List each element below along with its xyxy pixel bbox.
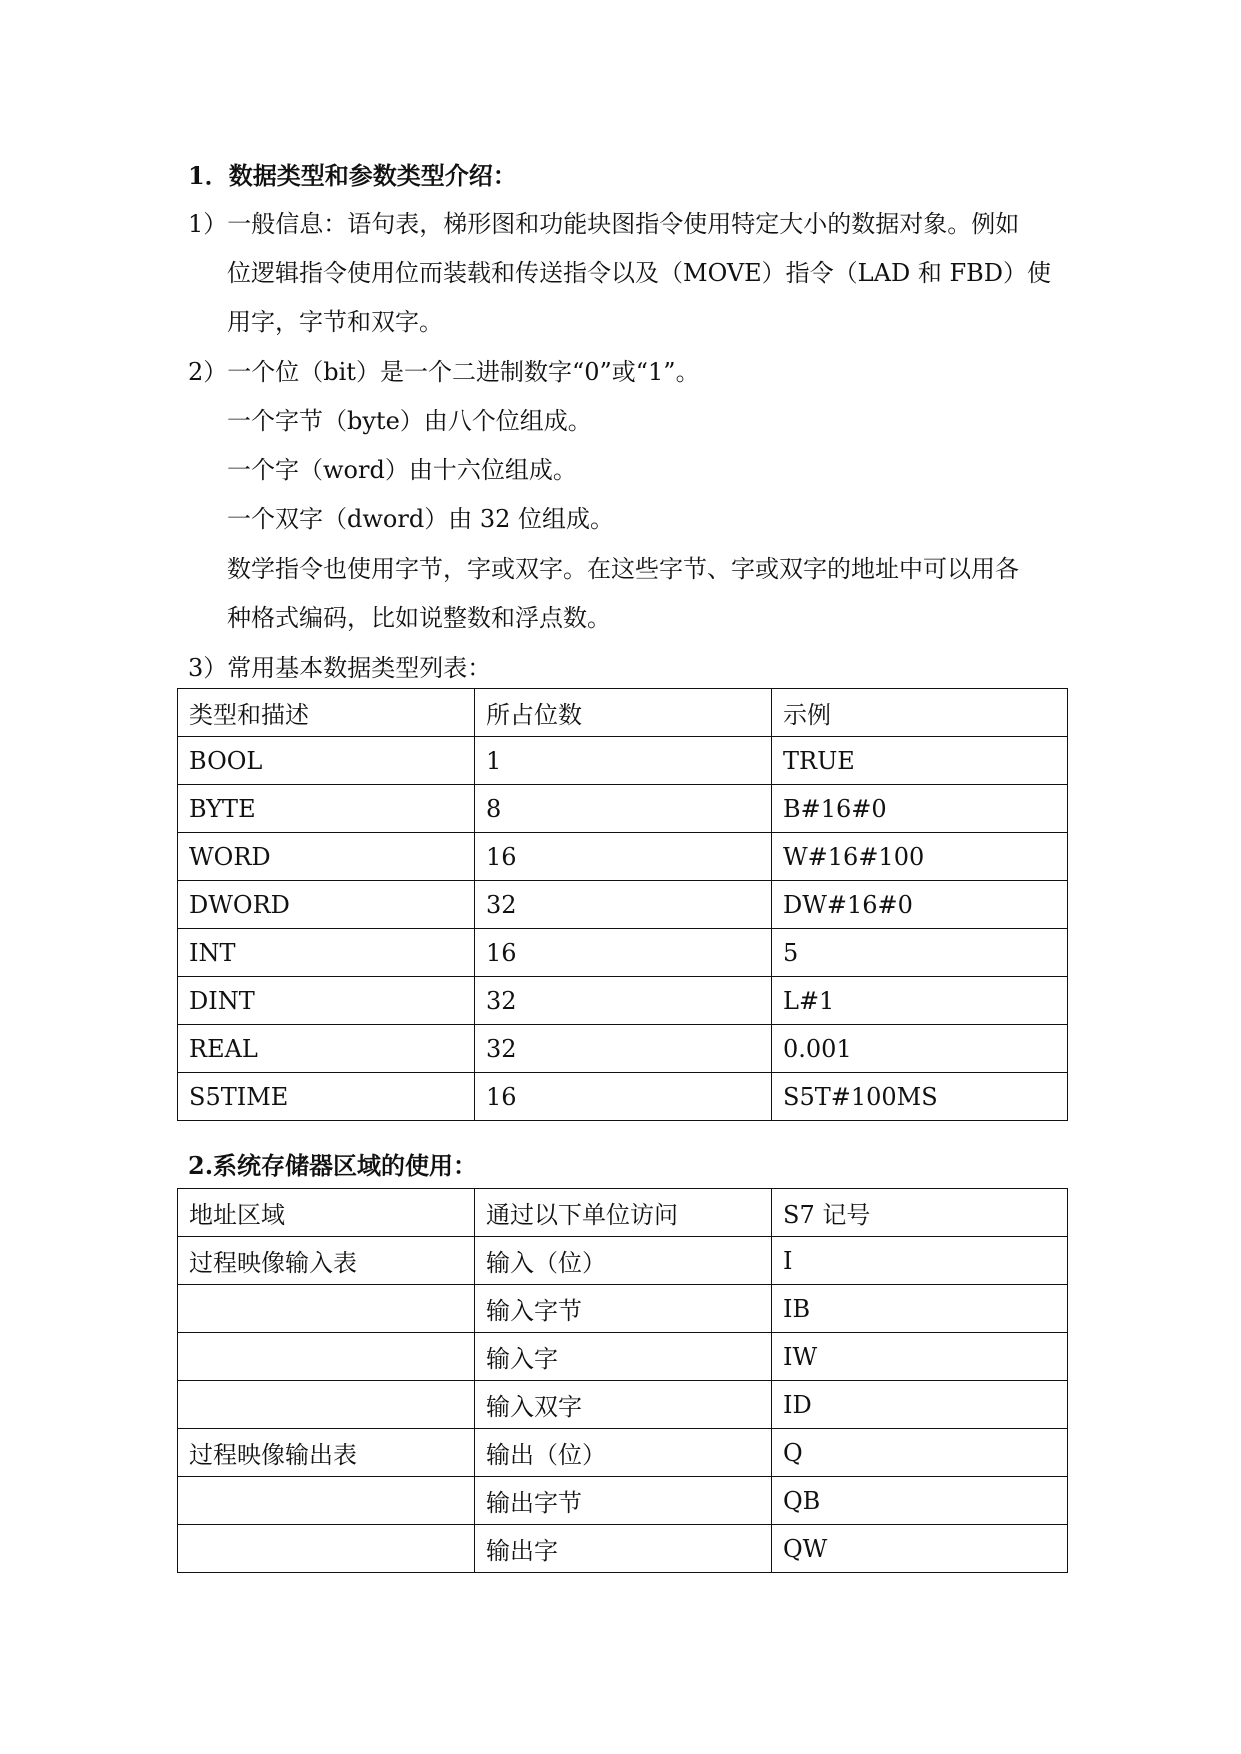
- table-cell: DINT: [178, 977, 475, 1025]
- item-2-line-1: 2）一个位（bit）是一个二进制数字“0”或“1”。: [188, 358, 700, 386]
- table-cell: 输入字: [475, 1333, 772, 1381]
- table-cell: 输出（位）: [475, 1429, 772, 1477]
- table-cell: B#16#0: [772, 785, 1068, 833]
- table-cell: [178, 1477, 475, 1525]
- table-cell: W#16#100: [772, 833, 1068, 881]
- table-cell: 16: [475, 929, 772, 977]
- table-cell: BYTE: [178, 785, 475, 833]
- table-header-row: [178, 1189, 1068, 1237]
- table-cell: TRUE: [772, 737, 1068, 785]
- table-cell: QW: [772, 1525, 1068, 1573]
- table-row: [178, 1073, 1068, 1121]
- table-cell: WORD: [178, 833, 475, 881]
- table-cell: [178, 1285, 475, 1333]
- table-cell: I: [772, 1237, 1068, 1285]
- table-cell: 32: [475, 881, 772, 929]
- table-cell: [178, 1525, 475, 1573]
- item-3-line: 3）常用基本数据类型列表：: [188, 654, 492, 682]
- table-header-row: [178, 689, 1068, 737]
- table-cell: 16: [475, 833, 772, 881]
- table-row: [178, 1333, 1068, 1381]
- header-cell: 示例: [772, 689, 1068, 737]
- item-2-line-6: 种格式编码，比如说整数和浮点数。: [227, 604, 611, 632]
- table-cell: 输出字节: [475, 1477, 772, 1525]
- section-2-heading: 2.系统存储器区域的使用：: [188, 1151, 478, 1180]
- table-row: [178, 1237, 1068, 1285]
- table-cell: BOOL: [178, 737, 475, 785]
- table-cell: [178, 1381, 475, 1429]
- table-cell: 输入（位）: [475, 1237, 772, 1285]
- table-cell: DW#16#0: [772, 881, 1068, 929]
- header-cell: S7 记号: [772, 1189, 1068, 1237]
- header-cell: 所占位数: [475, 689, 772, 737]
- item-2-line-3: 一个字（word）由十六位组成。: [227, 456, 577, 484]
- table-cell: 输入双字: [475, 1381, 772, 1429]
- item-1-line-2: 位逻辑指令使用位而装载和传送指令以及（MOVE）指令（LAD 和 FBD）使: [227, 259, 1051, 287]
- table-row: [178, 1429, 1068, 1477]
- table-row: [178, 1477, 1068, 1525]
- item-2-line-5: 数学指令也使用字节，字或双字。在这些字节、字或双字的地址中可以用各: [227, 555, 1019, 583]
- table-cell: IB: [772, 1285, 1068, 1333]
- table-row: [178, 1525, 1068, 1573]
- item-2-line-4: 一个双字（dword）由 32 位组成。: [227, 505, 614, 533]
- table-row: [178, 977, 1068, 1025]
- table-cell: 过程映像输入表: [178, 1237, 475, 1285]
- item-1-line-3: 用字，字节和双字。: [227, 308, 443, 336]
- table-cell: ID: [772, 1381, 1068, 1429]
- table-cell: 输出字: [475, 1525, 772, 1573]
- table-row: [178, 1025, 1068, 1073]
- table-cell: IW: [772, 1333, 1068, 1381]
- table-cell: 1: [475, 737, 772, 785]
- table-cell: Q: [772, 1429, 1068, 1477]
- table-cell: 过程映像输出表: [178, 1429, 475, 1477]
- item-2-line-2: 一个字节（byte）由八个位组成。: [227, 407, 592, 435]
- header-cell: 地址区域: [178, 1189, 475, 1237]
- table-cell: 5: [772, 929, 1068, 977]
- table-row: [178, 1285, 1068, 1333]
- memory-areas-table: [177, 1188, 1068, 1573]
- table-cell: 输入字节: [475, 1285, 772, 1333]
- data-types-table: [177, 688, 1068, 1121]
- table-row: [178, 929, 1068, 977]
- table-cell: 16: [475, 1073, 772, 1121]
- table-row: [178, 785, 1068, 833]
- table-cell: QB: [772, 1477, 1068, 1525]
- table-row: [178, 881, 1068, 929]
- table-row: [178, 1381, 1068, 1429]
- section-1-heading: 1．数据类型和参数类型介绍：: [188, 161, 517, 190]
- table-cell: S5T#100MS: [772, 1073, 1068, 1121]
- table-row: [178, 737, 1068, 785]
- table-cell: 8: [475, 785, 772, 833]
- table-cell: REAL: [178, 1025, 475, 1073]
- table-cell: L#1: [772, 977, 1068, 1025]
- table-cell: INT: [178, 929, 475, 977]
- table-cell: 32: [475, 977, 772, 1025]
- header-cell: 通过以下单位访问: [475, 1189, 772, 1237]
- table-cell: [178, 1333, 475, 1381]
- header-cell: 类型和描述: [178, 689, 475, 737]
- table-cell: S5TIME: [178, 1073, 475, 1121]
- item-1-line-1: 1）一般信息：语句表，梯形图和功能块图指令使用特定大小的数据对象。例如: [188, 210, 1020, 238]
- table-cell: DWORD: [178, 881, 475, 929]
- table-cell: 0.001: [772, 1025, 1068, 1073]
- table-row: [178, 833, 1068, 881]
- table-cell: 32: [475, 1025, 772, 1073]
